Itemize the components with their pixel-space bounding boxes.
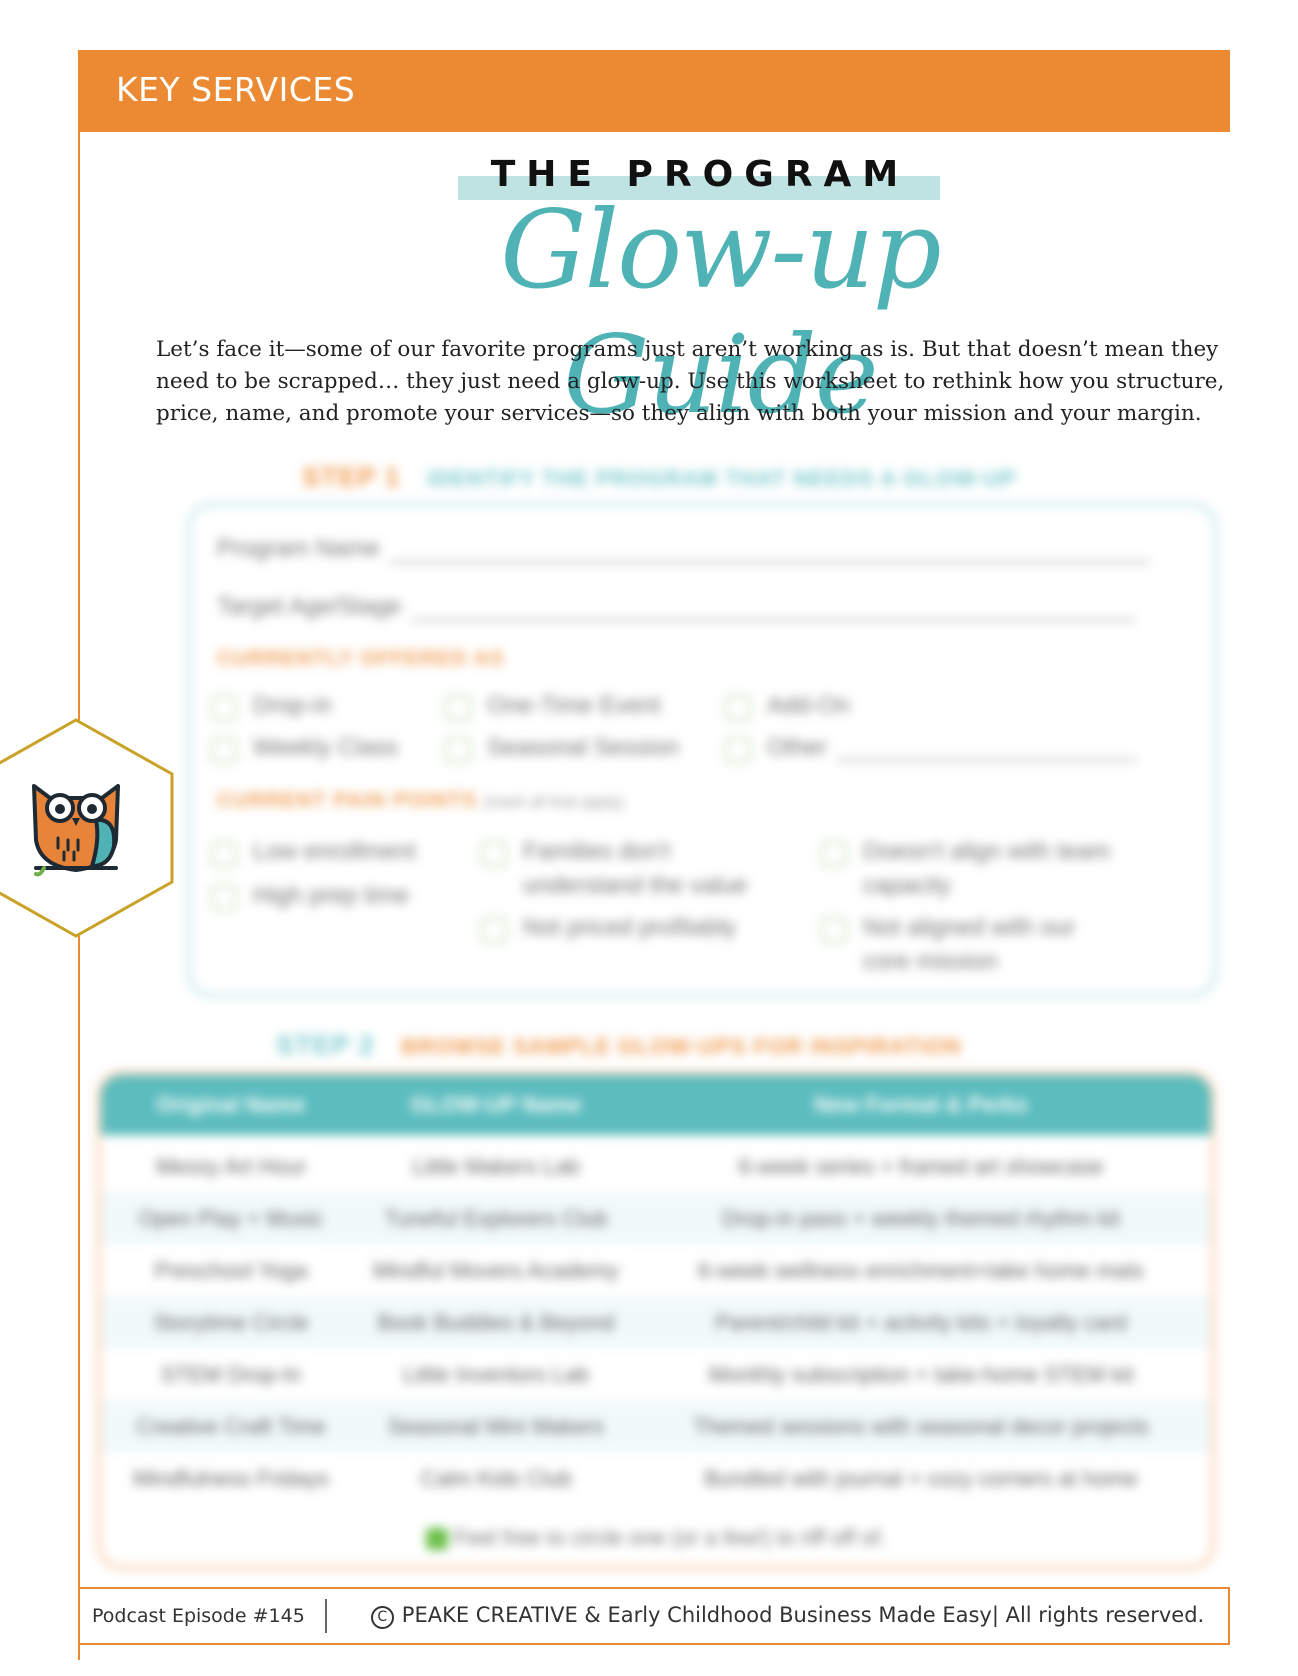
offered-option[interactable]: Add-On — [725, 689, 850, 723]
title-script: Glow-up Guide — [500, 188, 940, 438]
table-row: Storytime Circle Book Buddies & Beyond Parent/child kit + activity kits + loyalty card — [101, 1297, 1211, 1349]
table-row: Mindfulness Fridays Calm Kids Club Bundled with journal + cozy corners at home — [133, 1466, 1138, 1491]
program-name-label: Program Name — [217, 535, 380, 562]
offered-option[interactable]: Weekly Class — [211, 731, 398, 765]
other-line[interactable] — [837, 759, 1137, 761]
checkbox[interactable] — [821, 917, 847, 943]
step1-heading — [302, 462, 1016, 493]
owl-icon — [0, 690, 180, 950]
offered-option[interactable]: Other — [725, 731, 1137, 765]
pain-point[interactable]: Low enrollment — [211, 835, 416, 869]
table-row: Messy Art Hour Little Makers Lab 6-week series + framed art showcase — [155, 1154, 1104, 1179]
checkbox[interactable] — [211, 737, 237, 763]
check-icon — [426, 1528, 448, 1550]
checkbox[interactable] — [445, 695, 471, 721]
footer-divider — [325, 1599, 327, 1633]
target-age-line[interactable] — [411, 619, 1135, 621]
section-title: KEY SERVICES — [116, 70, 356, 109]
owl-badge — [0, 690, 180, 950]
pain-point[interactable]: Not aligned with our core mission — [821, 911, 1121, 979]
program-name-line[interactable] — [390, 561, 1150, 563]
pain-heading: CURRENT PAIN POINTS (mark all that apply) — [217, 789, 625, 812]
checkbox[interactable] — [211, 885, 237, 911]
table-header: Original Name GLOW-UP Name New Format & Perks — [101, 1075, 1211, 1135]
footer-copyright: C PEAKE CREATIVE & Early Childhood Business Made Easy| All rights reserved. — [371, 1603, 1204, 1629]
checkbox[interactable] — [445, 737, 471, 763]
pain-point[interactable]: Doesn't align with team capacity — [821, 835, 1121, 903]
checkbox[interactable] — [725, 695, 751, 721]
pain-point[interactable]: Families don't understand the value — [481, 835, 781, 903]
offered-option[interactable]: Drop-in — [211, 689, 332, 723]
step2-heading — [276, 1030, 961, 1061]
checkbox[interactable] — [481, 841, 507, 867]
checkbox[interactable] — [211, 695, 237, 721]
table-row: Preschool Yoga Mindful Movers Academy 6-week wellness enrichment+take home mats — [154, 1258, 1144, 1283]
step1-label: STEP 1 — [302, 462, 401, 492]
checkbox[interactable] — [821, 841, 847, 867]
step1-title: IDENTIFY THE PROGRAM THAT NEEDS A GLOW-UP — [427, 466, 1017, 491]
footer-episode: Podcast Episode #145 — [92, 1605, 305, 1627]
offered-heading: CURRENTLY OFFERED AS — [217, 647, 505, 670]
table-note: Feel free to circle one (or a few!) to riff off of. — [101, 1525, 1211, 1551]
glow-up-table — [96, 1070, 1216, 1570]
table-row: STEM Drop-In Little Inventors Lab Monthly subscription + take-home STEM kit — [160, 1362, 1134, 1387]
checkbox[interactable] — [725, 737, 751, 763]
pain-point[interactable]: High prep time — [211, 879, 409, 913]
title-top: THE PROGRAM — [490, 154, 910, 195]
offered-option[interactable]: Seasonal Session — [445, 731, 679, 765]
offered-option[interactable]: One-Time Event — [445, 689, 661, 723]
copyright-icon: C — [371, 1606, 394, 1629]
table-row: Open Play + Music Tuneful Explorers Club Drop-in pass + weekly themed rhythm kit — [101, 1193, 1211, 1245]
step2-title: BROWSE SAMPLE GLOW-UPS FOR INSPIRATION — [401, 1034, 962, 1059]
intro-paragraph: Let’s face it—some of our favorite programs just aren’t working as is. But that doesn’t mean they need to be scrapped… they just need a glow-up. Use this worksheet to rethink how you structure, price, name, and promote your services—so they align with both your mission and your margin. — [156, 337, 1225, 426]
program-name-field[interactable] — [217, 535, 1150, 563]
table-row: Creative Craft Time Seasonal Mini Makers Themed sessions with seasonal decor projects — [101, 1401, 1211, 1453]
step2-label: STEP 2 — [276, 1030, 375, 1060]
pain-point[interactable]: Not priced profitably — [481, 911, 781, 945]
step1-box — [186, 502, 1218, 998]
checkbox[interactable] — [211, 841, 237, 867]
target-age-field[interactable] — [217, 593, 1135, 621]
target-age-label: Target Age/Stage — [217, 593, 402, 620]
checkbox[interactable] — [481, 917, 507, 943]
header-bar — [78, 50, 1230, 132]
footer — [78, 1587, 1230, 1645]
